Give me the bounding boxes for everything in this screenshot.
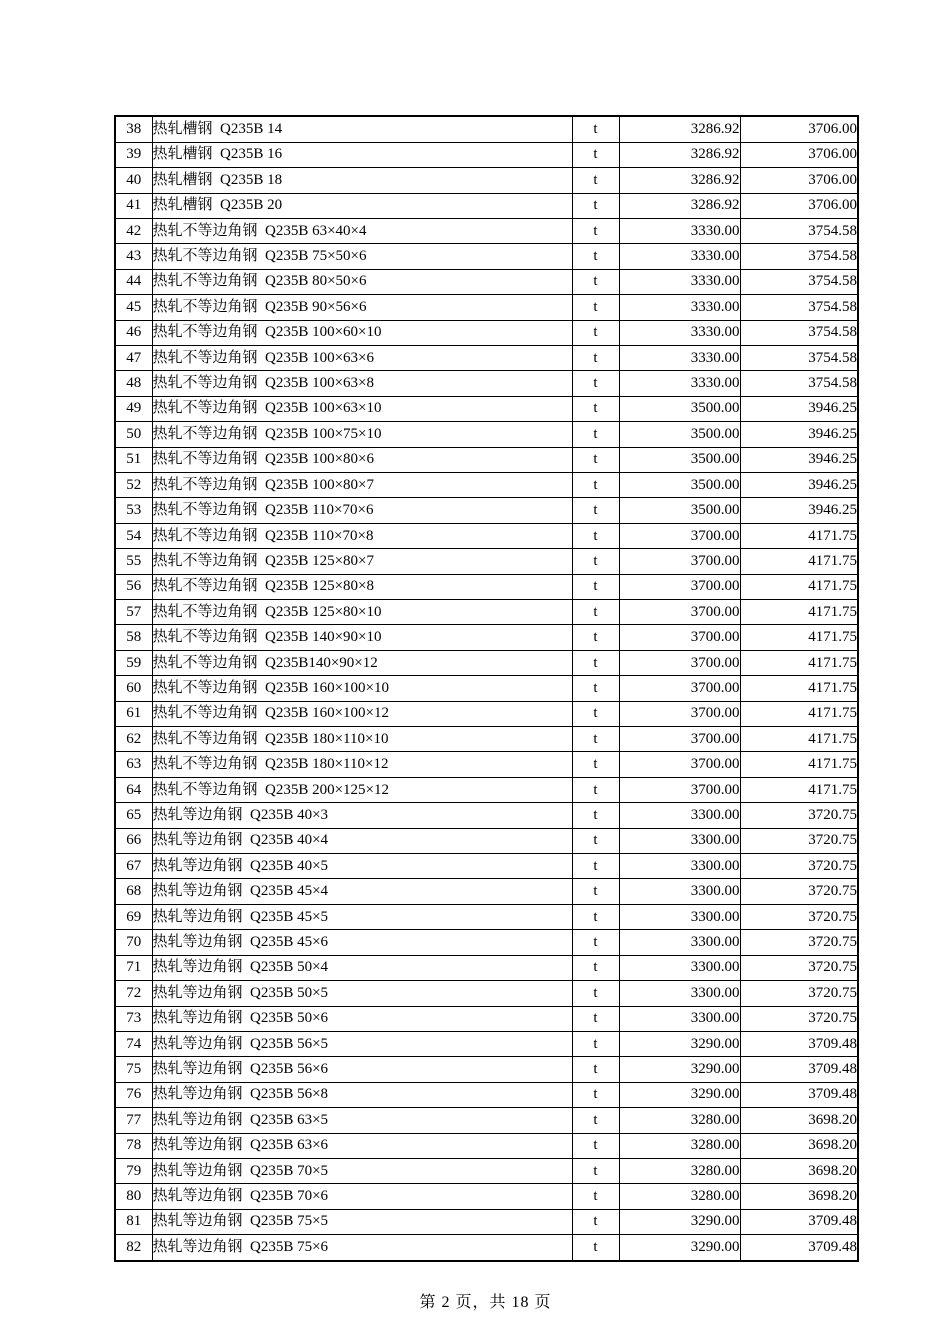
item-description: 热轧不等边角钢 Q235B 110×70×6	[152, 498, 572, 523]
row-number: 61	[115, 701, 152, 726]
unit: t	[572, 168, 619, 193]
item-description: 热轧等边角钢 Q235B 45×4	[152, 879, 572, 904]
price-excl-tax: 3290.00	[619, 1082, 740, 1107]
price-excl-tax: 3300.00	[619, 828, 740, 853]
row-number: 49	[115, 396, 152, 421]
price-excl-tax: 3700.00	[619, 549, 740, 574]
item-description: 热轧等边角钢 Q235B 45×6	[152, 930, 572, 955]
price-incl-tax: 4171.75	[740, 574, 858, 599]
row-number: 42	[115, 218, 152, 243]
price-incl-tax: 3754.58	[740, 345, 858, 370]
price-incl-tax: 3720.75	[740, 803, 858, 828]
item-description: 热轧等边角钢 Q235B 63×5	[152, 1108, 572, 1133]
price-excl-tax: 3700.00	[619, 523, 740, 548]
price-excl-tax: 3280.00	[619, 1158, 740, 1183]
table-row	[115, 498, 858, 523]
item-description: 热轧槽钢 Q235B 16	[152, 142, 572, 167]
price-excl-tax: 3286.92	[619, 116, 740, 142]
price-excl-tax: 3286.92	[619, 142, 740, 167]
price-excl-tax: 3700.00	[619, 574, 740, 599]
row-number: 73	[115, 1006, 152, 1031]
table-row	[115, 472, 858, 497]
unit: t	[572, 549, 619, 574]
price-excl-tax: 3700.00	[619, 701, 740, 726]
price-incl-tax: 3946.25	[740, 422, 858, 447]
table-row	[115, 295, 858, 320]
unit: t	[572, 345, 619, 370]
table-row	[115, 193, 858, 218]
table-row	[115, 981, 858, 1006]
item-description: 热轧不等边角钢 Q235B 100×75×10	[152, 422, 572, 447]
item-description: 热轧等边角钢 Q235B 50×5	[152, 981, 572, 1006]
price-table-body	[115, 116, 858, 1261]
item-description: 热轧不等边角钢 Q235B 200×125×12	[152, 777, 572, 802]
row-number: 67	[115, 854, 152, 879]
table-row	[115, 549, 858, 574]
price-table	[114, 115, 859, 1262]
item-description: 热轧不等边角钢 Q235B 140×90×10	[152, 625, 572, 650]
price-excl-tax: 3330.00	[619, 320, 740, 345]
item-description: 热轧等边角钢 Q235B 75×6	[152, 1235, 572, 1261]
price-incl-tax: 4171.75	[740, 549, 858, 574]
row-number: 81	[115, 1209, 152, 1234]
unit: t	[572, 676, 619, 701]
price-incl-tax: 3754.58	[740, 218, 858, 243]
price-incl-tax: 3720.75	[740, 1006, 858, 1031]
row-number: 60	[115, 676, 152, 701]
price-incl-tax: 4171.75	[740, 600, 858, 625]
table-row	[115, 447, 858, 472]
item-description: 热轧等边角钢 Q235B 70×5	[152, 1158, 572, 1183]
table-row	[115, 930, 858, 955]
price-excl-tax: 3286.92	[619, 193, 740, 218]
unit: t	[572, 193, 619, 218]
row-number: 38	[115, 116, 152, 142]
table-row	[115, 879, 858, 904]
table-row	[115, 600, 858, 625]
item-description: 热轧不等边角钢 Q235B 100×80×7	[152, 472, 572, 497]
item-description: 热轧等边角钢 Q235B 70×6	[152, 1184, 572, 1209]
unit: t	[572, 1158, 619, 1183]
price-incl-tax: 3698.20	[740, 1158, 858, 1183]
item-description: 热轧不等边角钢 Q235B 100×63×6	[152, 345, 572, 370]
page-footer: 第 2 页，共 18 页	[419, 1294, 552, 1311]
price-incl-tax: 4171.75	[740, 777, 858, 802]
table-row	[115, 218, 858, 243]
table-row	[115, 854, 858, 879]
unit: t	[572, 574, 619, 599]
unit: t	[572, 1057, 619, 1082]
unit: t	[572, 472, 619, 497]
price-excl-tax: 3330.00	[619, 218, 740, 243]
unit: t	[572, 447, 619, 472]
row-number: 77	[115, 1108, 152, 1133]
price-incl-tax: 3706.00	[740, 193, 858, 218]
item-description: 热轧不等边角钢 Q235B 160×100×12	[152, 701, 572, 726]
table-row	[115, 244, 858, 269]
item-description: 热轧不等边角钢 Q235B 100×63×10	[152, 396, 572, 421]
price-incl-tax: 4171.75	[740, 625, 858, 650]
price-incl-tax: 3720.75	[740, 955, 858, 980]
unit: t	[572, 981, 619, 1006]
item-description: 热轧不等边角钢 Q235B 100×63×8	[152, 371, 572, 396]
table-row	[115, 396, 858, 421]
table-row	[115, 1108, 858, 1133]
unit: t	[572, 752, 619, 777]
price-incl-tax: 3754.58	[740, 244, 858, 269]
item-description: 热轧不等边角钢 Q235B140×90×12	[152, 650, 572, 675]
price-excl-tax: 3700.00	[619, 752, 740, 777]
unit: t	[572, 625, 619, 650]
price-incl-tax: 3706.00	[740, 116, 858, 142]
row-number: 65	[115, 803, 152, 828]
row-number: 47	[115, 345, 152, 370]
unit: t	[572, 244, 619, 269]
unit: t	[572, 828, 619, 853]
price-incl-tax: 3706.00	[740, 168, 858, 193]
row-number: 76	[115, 1082, 152, 1107]
unit: t	[572, 498, 619, 523]
unit: t	[572, 777, 619, 802]
price-excl-tax: 3330.00	[619, 244, 740, 269]
item-description: 热轧不等边角钢 Q235B 75×50×6	[152, 244, 572, 269]
price-incl-tax: 3946.25	[740, 447, 858, 472]
row-number: 78	[115, 1133, 152, 1158]
table-row	[115, 1006, 858, 1031]
unit: t	[572, 854, 619, 879]
item-description: 热轧不等边角钢 Q235B 180×110×12	[152, 752, 572, 777]
table-row	[115, 168, 858, 193]
item-description: 热轧不等边角钢 Q235B 63×40×4	[152, 218, 572, 243]
table-row	[115, 1057, 858, 1082]
table-row	[115, 422, 858, 447]
item-description: 热轧不等边角钢 Q235B 80×50×6	[152, 269, 572, 294]
unit: t	[572, 955, 619, 980]
table-row	[115, 1082, 858, 1107]
unit: t	[572, 701, 619, 726]
unit: t	[572, 1209, 619, 1234]
table-row	[115, 116, 858, 142]
price-excl-tax: 3500.00	[619, 396, 740, 421]
price-excl-tax: 3300.00	[619, 955, 740, 980]
price-excl-tax: 3700.00	[619, 727, 740, 752]
row-number: 46	[115, 320, 152, 345]
unit: t	[572, 396, 619, 421]
unit: t	[572, 650, 619, 675]
unit: t	[572, 269, 619, 294]
table-row	[115, 828, 858, 853]
price-excl-tax: 3500.00	[619, 472, 740, 497]
table-row	[115, 955, 858, 980]
price-incl-tax: 3709.48	[740, 1235, 858, 1261]
price-incl-tax: 3720.75	[740, 854, 858, 879]
price-excl-tax: 3300.00	[619, 930, 740, 955]
row-number: 75	[115, 1057, 152, 1082]
table-row	[115, 1184, 858, 1209]
price-excl-tax: 3330.00	[619, 295, 740, 320]
price-incl-tax: 3720.75	[740, 904, 858, 929]
row-number: 68	[115, 879, 152, 904]
price-incl-tax: 3698.20	[740, 1133, 858, 1158]
price-excl-tax: 3290.00	[619, 1209, 740, 1234]
row-number: 58	[115, 625, 152, 650]
table-row	[115, 1209, 858, 1234]
row-number: 72	[115, 981, 152, 1006]
price-incl-tax: 4171.75	[740, 752, 858, 777]
row-number: 41	[115, 193, 152, 218]
price-excl-tax: 3280.00	[619, 1108, 740, 1133]
item-description: 热轧等边角钢 Q235B 40×4	[152, 828, 572, 853]
price-excl-tax: 3330.00	[619, 269, 740, 294]
item-description: 热轧不等边角钢 Q235B 90×56×6	[152, 295, 572, 320]
unit: t	[572, 1235, 619, 1261]
price-excl-tax: 3300.00	[619, 981, 740, 1006]
row-number: 43	[115, 244, 152, 269]
price-excl-tax: 3700.00	[619, 625, 740, 650]
item-description: 热轧等边角钢 Q235B 56×8	[152, 1082, 572, 1107]
item-description: 热轧不等边角钢 Q235B 125×80×7	[152, 549, 572, 574]
item-description: 热轧等边角钢 Q235B 56×6	[152, 1057, 572, 1082]
price-incl-tax: 3946.25	[740, 396, 858, 421]
item-description: 热轧等边角钢 Q235B 45×5	[152, 904, 572, 929]
price-incl-tax: 3720.75	[740, 828, 858, 853]
price-incl-tax: 4171.75	[740, 676, 858, 701]
price-excl-tax: 3300.00	[619, 879, 740, 904]
unit: t	[572, 904, 619, 929]
unit: t	[572, 218, 619, 243]
price-excl-tax: 3700.00	[619, 600, 740, 625]
unit: t	[572, 727, 619, 752]
row-number: 70	[115, 930, 152, 955]
row-number: 71	[115, 955, 152, 980]
row-number: 55	[115, 549, 152, 574]
item-description: 热轧槽钢 Q235B 18	[152, 168, 572, 193]
item-description: 热轧槽钢 Q235B 14	[152, 116, 572, 142]
row-number: 66	[115, 828, 152, 853]
unit: t	[572, 879, 619, 904]
price-incl-tax: 4171.75	[740, 650, 858, 675]
table-row	[115, 345, 858, 370]
row-number: 57	[115, 600, 152, 625]
unit: t	[572, 523, 619, 548]
row-number: 82	[115, 1235, 152, 1261]
row-number: 53	[115, 498, 152, 523]
unit: t	[572, 371, 619, 396]
unit: t	[572, 803, 619, 828]
unit: t	[572, 1184, 619, 1209]
price-incl-tax: 3754.58	[740, 371, 858, 396]
price-excl-tax: 3280.00	[619, 1133, 740, 1158]
price-incl-tax: 3720.75	[740, 879, 858, 904]
price-incl-tax: 3709.48	[740, 1082, 858, 1107]
unit: t	[572, 295, 619, 320]
price-table-container	[114, 115, 857, 1262]
price-excl-tax: 3300.00	[619, 904, 740, 929]
price-excl-tax: 3290.00	[619, 1031, 740, 1056]
price-incl-tax: 4171.75	[740, 523, 858, 548]
item-description: 热轧不等边角钢 Q235B 160×100×10	[152, 676, 572, 701]
price-incl-tax: 3754.58	[740, 320, 858, 345]
table-row	[115, 1235, 858, 1261]
price-incl-tax: 3946.25	[740, 472, 858, 497]
row-number: 50	[115, 422, 152, 447]
price-incl-tax: 3754.58	[740, 295, 858, 320]
unit: t	[572, 1082, 619, 1107]
price-excl-tax: 3500.00	[619, 422, 740, 447]
row-number: 39	[115, 142, 152, 167]
item-description: 热轧等边角钢 Q235B 50×6	[152, 1006, 572, 1031]
row-number: 74	[115, 1031, 152, 1056]
unit: t	[572, 1006, 619, 1031]
row-number: 59	[115, 650, 152, 675]
table-row	[115, 269, 858, 294]
table-row	[115, 574, 858, 599]
unit: t	[572, 1133, 619, 1158]
item-description: 热轧不等边角钢 Q235B 100×80×6	[152, 447, 572, 472]
table-row	[115, 777, 858, 802]
row-number: 69	[115, 904, 152, 929]
row-number: 79	[115, 1158, 152, 1183]
price-excl-tax: 3700.00	[619, 650, 740, 675]
item-description: 热轧等边角钢 Q235B 56×5	[152, 1031, 572, 1056]
price-incl-tax: 3709.48	[740, 1209, 858, 1234]
price-excl-tax: 3280.00	[619, 1184, 740, 1209]
price-excl-tax: 3500.00	[619, 447, 740, 472]
table-row	[115, 701, 858, 726]
price-incl-tax: 3754.58	[740, 269, 858, 294]
table-row	[115, 1158, 858, 1183]
unit: t	[572, 1031, 619, 1056]
price-incl-tax: 3698.20	[740, 1108, 858, 1133]
price-excl-tax: 3300.00	[619, 803, 740, 828]
price-incl-tax: 3946.25	[740, 498, 858, 523]
price-excl-tax: 3290.00	[619, 1057, 740, 1082]
row-number: 63	[115, 752, 152, 777]
row-number: 40	[115, 168, 152, 193]
table-row	[115, 371, 858, 396]
table-row	[115, 1133, 858, 1158]
item-description: 热轧等边角钢 Q235B 40×3	[152, 803, 572, 828]
row-number: 48	[115, 371, 152, 396]
row-number: 52	[115, 472, 152, 497]
price-excl-tax: 3700.00	[619, 777, 740, 802]
row-number: 54	[115, 523, 152, 548]
price-excl-tax: 3290.00	[619, 1235, 740, 1261]
price-excl-tax: 3286.92	[619, 168, 740, 193]
table-row	[115, 676, 858, 701]
price-excl-tax: 3300.00	[619, 1006, 740, 1031]
item-description: 热轧等边角钢 Q235B 50×4	[152, 955, 572, 980]
item-description: 热轧槽钢 Q235B 20	[152, 193, 572, 218]
table-row	[115, 142, 858, 167]
row-number: 56	[115, 574, 152, 599]
item-description: 热轧等边角钢 Q235B 63×6	[152, 1133, 572, 1158]
item-description: 热轧不等边角钢 Q235B 125×80×10	[152, 600, 572, 625]
table-row	[115, 904, 858, 929]
item-description: 热轧等边角钢 Q235B 40×5	[152, 854, 572, 879]
price-excl-tax: 3300.00	[619, 854, 740, 879]
row-number: 45	[115, 295, 152, 320]
item-description: 热轧不等边角钢 Q235B 100×60×10	[152, 320, 572, 345]
item-description: 热轧不等边角钢 Q235B 180×110×10	[152, 727, 572, 752]
price-excl-tax: 3700.00	[619, 676, 740, 701]
price-incl-tax: 3706.00	[740, 142, 858, 167]
price-excl-tax: 3330.00	[619, 345, 740, 370]
row-number: 62	[115, 727, 152, 752]
unit: t	[572, 320, 619, 345]
price-excl-tax: 3330.00	[619, 371, 740, 396]
unit: t	[572, 930, 619, 955]
price-excl-tax: 3500.00	[619, 498, 740, 523]
table-row	[115, 625, 858, 650]
table-row	[115, 752, 858, 777]
unit: t	[572, 142, 619, 167]
price-incl-tax: 3720.75	[740, 930, 858, 955]
table-row	[115, 650, 858, 675]
row-number: 64	[115, 777, 152, 802]
item-description: 热轧不等边角钢 Q235B 125×80×8	[152, 574, 572, 599]
price-incl-tax: 3720.75	[740, 981, 858, 1006]
price-incl-tax: 4171.75	[740, 701, 858, 726]
row-number: 51	[115, 447, 152, 472]
row-number: 80	[115, 1184, 152, 1209]
table-row	[115, 320, 858, 345]
unit: t	[572, 1108, 619, 1133]
unit: t	[572, 600, 619, 625]
row-number: 44	[115, 269, 152, 294]
price-incl-tax: 3698.20	[740, 1184, 858, 1209]
table-row	[115, 727, 858, 752]
table-row	[115, 523, 858, 548]
price-incl-tax: 3709.48	[740, 1057, 858, 1082]
unit: t	[572, 116, 619, 142]
price-incl-tax: 3709.48	[740, 1031, 858, 1056]
table-row	[115, 1031, 858, 1056]
table-row	[115, 803, 858, 828]
price-incl-tax: 4171.75	[740, 727, 858, 752]
item-description: 热轧不等边角钢 Q235B 110×70×8	[152, 523, 572, 548]
item-description: 热轧等边角钢 Q235B 75×5	[152, 1209, 572, 1234]
unit: t	[572, 422, 619, 447]
